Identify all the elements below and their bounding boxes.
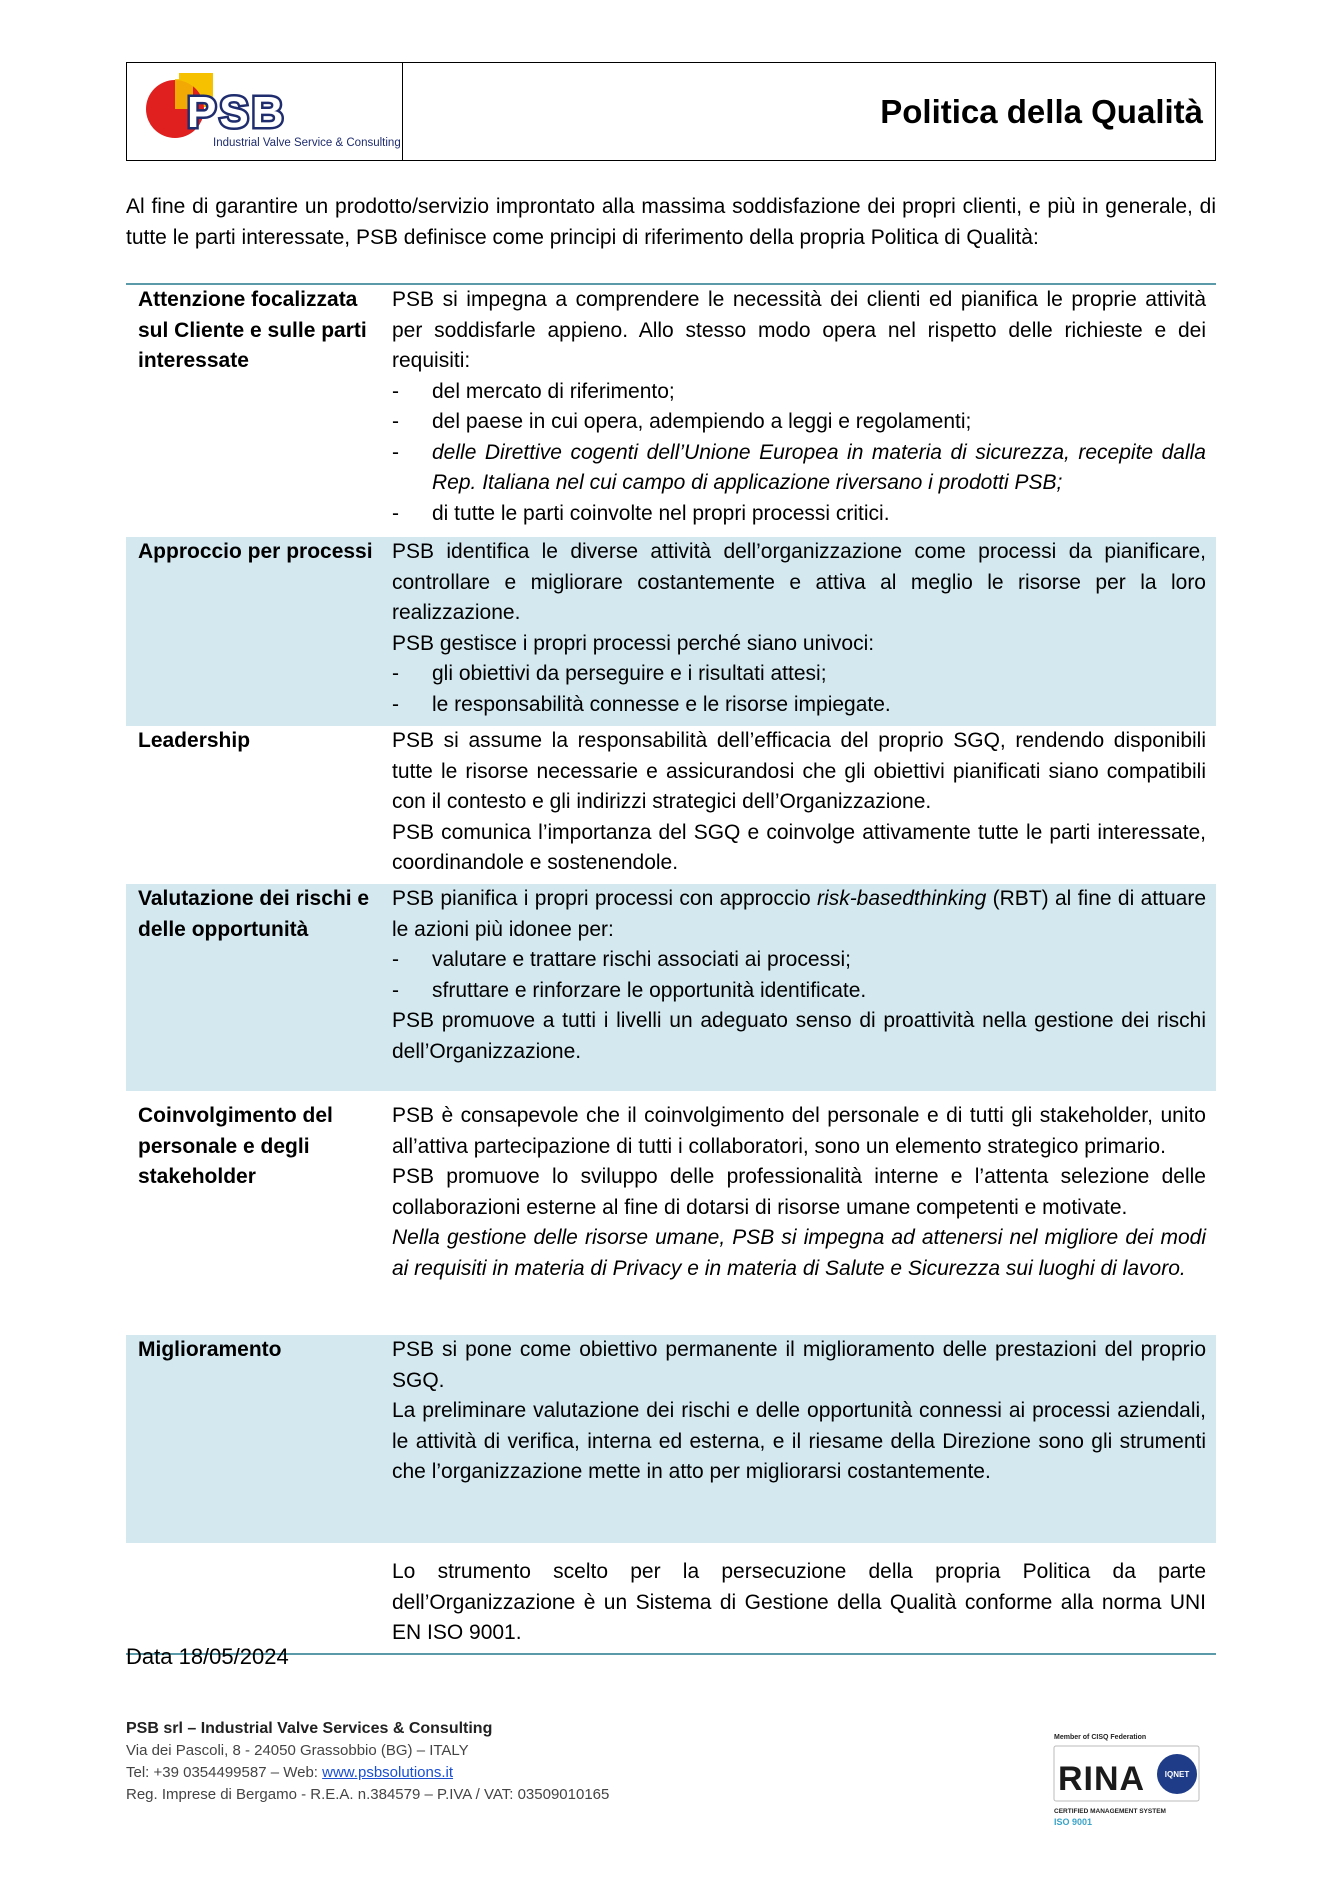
list-item: - gli obiettivi da perseguire e i risultati attesi; (392, 662, 827, 685)
list-item: - di tutte le parti coinvolte nel propri processi critici. (392, 501, 890, 525)
footer-address: Via dei Pascoli, 8 - 24050 Grassobbio (BG) – ITALY (126, 1742, 469, 1759)
footer-registration: Reg. Imprese di Bergamo - R.E.A. n.384579 – P.IVA / VAT: 03509010165 (126, 1786, 610, 1803)
svg-text:PSB: PSB (187, 88, 287, 137)
intro-paragraph: Al fine di garantire un prodotto/servizio improntato alla massima soddisfazione dei propri clienti, e più in generale, di tutte le parti interessate, PSB definisce come principi di riferimento della propria Politica di Qualità: (126, 195, 1216, 249)
row-paragraph: PSB si assume la responsabilità dell’efficacia del proprio SGQ, rendendo disponibili tutte le risorse necessarie e assicurandosi che gli obiettivi pianificati siano compatibili con il contesto e gli indirizzi strategici dell’Organizzazione. (392, 729, 1206, 813)
list-item: - del paese in cui opera, adempiendo a leggi e regolamenti; (392, 410, 972, 433)
list-item: - valutare e trattare rischi associati ai processi; (392, 948, 852, 971)
table-row (126, 537, 1216, 726)
website-link[interactable]: www.psbsolutions.it (322, 1764, 454, 1781)
row-label: Valutazione dei rischi e delle opportunità (138, 887, 370, 941)
row-label: Coinvolgimento del personale e degli stakeholder (138, 1104, 333, 1188)
row-paragraph: Nella gestione delle risorse umane, PSB si impegna ad attenersi nel migliore dei modi ai requisiti in materia di Privacy e in materia di Salute e Sicurezza sui luoghi di lavoro. (392, 1226, 1206, 1280)
row-body (378, 884, 1206, 1091)
list-item: - le responsabilità connesse e le risorse impiegate. (392, 692, 891, 716)
svg-text:IQNET: IQNET (1164, 1770, 1190, 1779)
row-paragraph: PSB comunica l’importanza del SGQ e coinvolge attivamente tutte le parti interessate, coordinandole e sostenendole. (392, 820, 1206, 874)
table-row (126, 884, 1216, 1091)
row-label: Miglioramento (138, 1338, 282, 1361)
footer (126, 1718, 609, 1806)
row-paragraph: PSB pianifica i propri processi con approccio risk-basedthinking (RBT) al fine di attuare le azioni più idonee per: (392, 887, 1206, 941)
row-paragraph: La preliminare valutazione dei rischi e delle opportunità connessi ai processi aziendali, le attività di verifica, interna ed esterna, e il riesame della Direzione sono gli strumenti che l’organizzazione mette in atto per migliorarsi costantemente. (392, 1399, 1206, 1483)
header (126, 62, 1216, 161)
svg-text:CERTIFIED MANAGEMENT SYSTEM: CERTIFIED MANAGEMENT SYSTEM (1054, 1808, 1166, 1815)
psb-logo-icon (127, 63, 402, 160)
list-item: - del mercato di riferimento; (392, 379, 675, 403)
rina-certification-icon (1052, 1730, 1202, 1830)
row-paragraph: PSB identifica le diverse attività dell’organizzazione come processi da pianificare, controllare e migliorare costantemente e attiva al meglio le risorse per la loro realizzazione. (392, 540, 1206, 624)
table-row (126, 1091, 1216, 1335)
table-row (126, 726, 1216, 884)
svg-text:Member of CISQ Federation: Member of CISQ Federation (1054, 1734, 1147, 1741)
certification-badge (1052, 1730, 1202, 1830)
row-paragraph: PSB promuove lo sviluppo delle professionalità interne e l’attenta selezione delle collaborazioni esterne al fine di dotarsi di risorse umane competenti e motivate. (392, 1165, 1206, 1219)
svg-text:RINA: RINA (1058, 1760, 1146, 1798)
list-item: - delle Direttive cogenti dell’Unione Europea in materia di sicurezza, recepite dalla Rep. Italiana nel cui campo di applicazione riversano i prodotti PSB; (392, 440, 1206, 494)
row-body (378, 285, 1206, 537)
row-body (378, 537, 1206, 726)
policy-table (126, 283, 1216, 1655)
row-paragraph: PSB è consapevole che il coinvolgimento del personale e di tutti gli stakeholder, unito all’attiva partecipazione di tutti i collaboratori, sono un elemento strategico primario. (392, 1104, 1206, 1158)
footer-contacts: Tel: +39 0354499587 – Web: www.psbsolutions.it (126, 1764, 454, 1781)
page-title: Politica della Qualità (880, 92, 1203, 130)
row-body (378, 1101, 1206, 1335)
svg-text:ISO 9001: ISO 9001 (1054, 1817, 1093, 1827)
row-label: Leadership (138, 729, 251, 752)
table-row (126, 1543, 1216, 1653)
row-body (378, 1335, 1206, 1543)
row-label: Attenzione focalizzata sul Cliente e sulle parti interessate (138, 288, 367, 372)
list-item: - sfruttare e rinforzare le opportunità identificate. (392, 978, 867, 1002)
row-paragraph: PSB gestisce i propri processi perché siano univoci: (392, 631, 875, 655)
company-logo (127, 63, 403, 160)
row-paragraph: PSB promuove a tutti i livelli un adeguato senso di proattività nella gestione dei rischi dell’Organizzazione. (392, 1009, 1206, 1063)
closing-paragraph: Lo strumento scelto per la persecuzione della propria Politica da parte dell’Organizzazione è un Sistema di Gestione della Qualità conforme alla norma UNI EN ISO 9001. (392, 1560, 1206, 1644)
table-row (126, 1335, 1216, 1543)
footer-company: PSB srl – Industrial Valve Services & Consulting (126, 1720, 493, 1737)
row-body (378, 726, 1206, 884)
svg-text:Industrial Valve Service & Con: Industrial Valve Service & Consulting (213, 137, 401, 149)
row-label (126, 1557, 378, 1649)
row-paragraph: PSB si impegna a comprendere le necessità dei clienti ed pianifica le proprie attività per soddisfarle appieno. Allo stesso modo opera nel rispetto delle richieste e dei requisiti: (392, 288, 1206, 372)
document-date: Data 18/05/2024 (126, 1644, 289, 1669)
table-row (126, 285, 1216, 537)
row-paragraph: PSB si pone come obiettivo permanente il miglioramento delle prestazioni del proprio SGQ. (392, 1338, 1206, 1392)
row-label: Approccio per processi (138, 540, 373, 563)
